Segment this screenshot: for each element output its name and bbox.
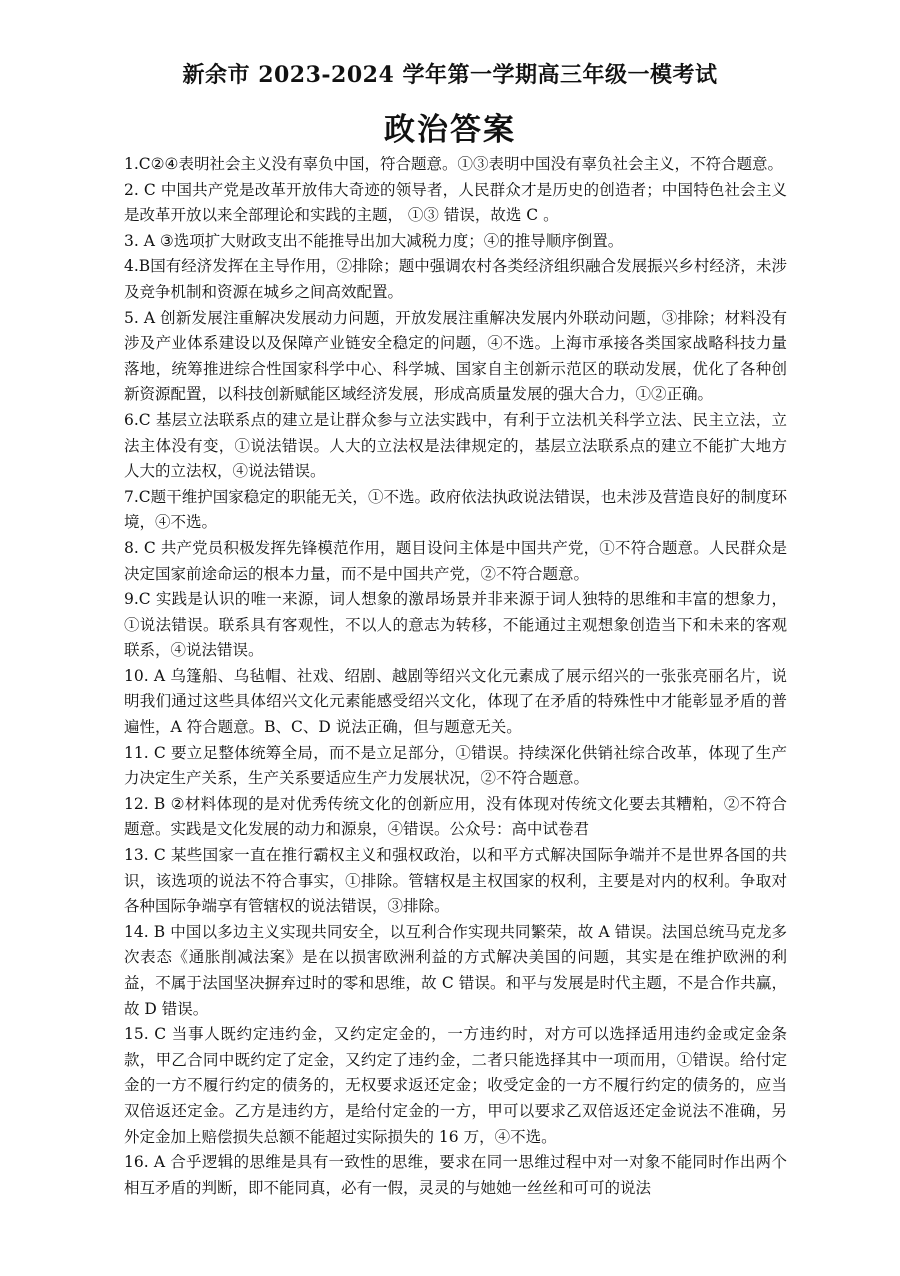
answer-list bbox=[124, 152, 787, 1201]
answer-item-14: 14. B 中国以多边主义实现共同安全，以互利合作实现共同繁荣，故 A 错误。法国总统马克龙多次表态《通胀削减法案》是在以损害欧洲利益的方式解决美国的问题，其实是在维护欧洲的利益，不属于法国坚决摒弃过时的零和思维，故 C 错误。和平与发展是时代主题，不是合作共赢，故 D 错误。 bbox=[124, 922, 787, 1018]
subject-title: 政治答案 bbox=[384, 112, 516, 148]
answer-item-9: 9.C 实践是认识的唯一来源，词人想象的激昂场景并非来源于词人独特的思维和丰富的想象力，①说法错误。联系具有客观性，不以人的意志为转移，不能通过主观想象创造当下和未来的客观联系，④说法错误。 bbox=[124, 590, 787, 660]
answer-item-6: 6.C 基层立法联系点的建立是让群众参与立法实践中，有利于立法机关科学立法、民主立法，立法主体没有变，①说法错误。人大的立法权是法律规定的，基层立法联系点的建立不能扩大地方人大的立法权，④说法错误。 bbox=[124, 410, 787, 481]
answer-item-7: 7.C题干维护国家稳定的职能无关，①不选。政府依法执政说法错误，也未涉及营造良好的制度环境，④不选。 bbox=[124, 487, 787, 532]
answer-item-16: 16. A 合乎逻辑的思维是具有一致性的思维，要求在同一思维过程中对一对象不能同时作出两个相互矛盾的判断，即不能同真，必有一假，灵灵的与她她一丝丝和可可的说法 bbox=[124, 1153, 787, 1197]
answer-item-8: 8. C 共产党员积极发挥先锋模范作用，题目设问主体是中国共产党，①不符合题意。人民群众是决定国家前途命运的根本力量，而不是中国共产党，②不符合题意。 bbox=[124, 538, 787, 583]
answer-item-12: 12. B ②材料体现的是对优秀传统文化的创新应用，没有体现对传统文化要去其糟粕，②不符合题意。实践是文化发展的动力和源泉，④错误。公众号：高中试卷君 bbox=[124, 794, 787, 839]
answer-item-13: 13. C 某些国家一直在推行霸权主义和强权政治，以和平方式解决国际争端并不是世界各国的共识，该选项的说法不符合事实，①排除。管辖权是主权国家的权利，主要是对内的权利。争取对各种国际争端享有管辖权的说法错误，③排除。 bbox=[124, 846, 787, 916]
answer-item-5: 5. A 创新发展注重解决发展动力问题，开放发展注重解决发展内外联动问题，③排除；材料没有涉及产业体系建设以及保障产业链安全稳定的问题，④不选。上海市承接各类国家战略科技力量落地，统筹推进综合性国家科学中心、科学城、国家自主创新示范区的联动发展，优化了各种创新资源配置，以科技创新赋能区域经济发展，形成高质量发展的强大合力，①②正确。 bbox=[124, 308, 787, 404]
answer-item-1: 1.C②④表明社会主义没有辜负中国，符合题意。①③表明中国没有辜负社会主义，不符合题意。 bbox=[124, 155, 783, 173]
answer-item-10: 10. A 乌篷船、乌毡帽、社戏、绍剧、越剧等绍兴文化元素成了展示绍兴的一张张亮丽名片，说明我们通过这些具体绍兴文化元素能感受绍兴文化，体现了在矛盾的特殊性中才能彰显矛盾的普遍性，A 符合题意。B、C、D 说法正确，但与题意无关。 bbox=[124, 666, 787, 737]
answer-item-2: 2. C 中国共产党是改革开放伟大奇迹的领导者，人民群众才是历史的创造者；中国特色社会主义是改革开放以来全部理论和实践的主题， ①③ 错误，故选 C 。 bbox=[124, 180, 787, 225]
answer-item-3: 3. A ③选项扩大财政支出不能推导出加大减税力度；④的推导顺序倒置。 bbox=[124, 231, 624, 250]
answer-item-15: 15. C 当事人既约定违约金，又约定定金的，一方违约时，对方可以选择适用违约金或定金条款，甲乙合同中既约定了定金，又约定了违约金，二者只能选择其中一项而用，①错误。给付定金的一方不履行约定的债务的，无权要求返还定金；收受定金的一方不履行约定的债务的，应当双倍返还定金。乙方是违约方，是给付定金的一方，甲可以要求乙双倍返还定金说法不准确，另外定金加上赔偿损失总额不能超过实际损失的 16 万，④不选。 bbox=[124, 1025, 787, 1146]
answer-item-11: 11. C 要立足整体统筹全局，而不是立足部分，①错误。持续深化供销社综合改革，体现了生产力决定生产关系，生产关系要适应生产力发展状况，②不符合题意。 bbox=[124, 743, 787, 788]
answer-item-4: 4.B国有经济发挥在主导作用，②排除；题中强调农村各类经济组织融合发展振兴乡村经济，未涉及竞争机制和资源在城乡之间高效配置。 bbox=[124, 257, 787, 301]
exam-title: 新余市 2023-2024 学年第一学期高三年级一模考试 bbox=[182, 62, 718, 88]
